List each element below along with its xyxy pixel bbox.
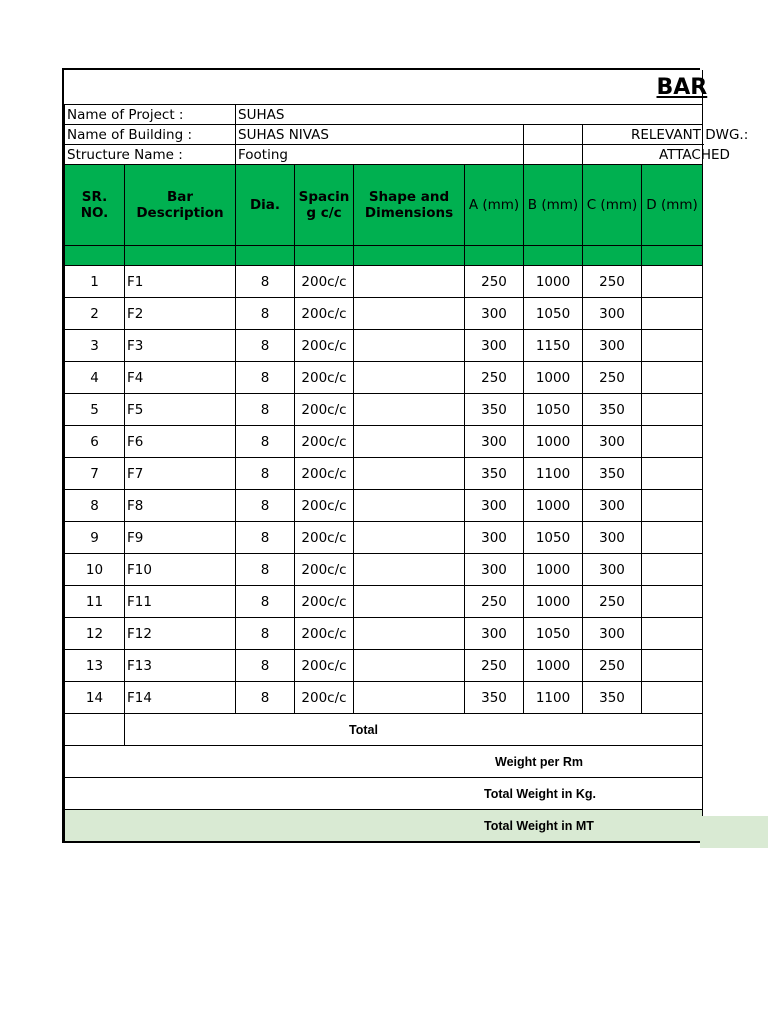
- dia-cell: 8: [236, 266, 295, 298]
- sr-cell: 12: [65, 618, 125, 650]
- c-cell: 300: [583, 330, 642, 362]
- dia-cell: 8: [236, 682, 295, 714]
- relevant-dwg-label: RELEVANT DWG.:: [583, 125, 703, 145]
- header-c: C (mm): [583, 165, 642, 246]
- d-cell: [642, 266, 703, 298]
- info-blank-cell: [524, 145, 583, 165]
- header-d: D (mm): [642, 165, 703, 246]
- header-shape: Shape and Dimensions: [354, 165, 465, 246]
- header-b: B (mm): [524, 165, 583, 246]
- table-row: [65, 266, 703, 298]
- shape-cell: [354, 490, 465, 522]
- dia-cell: 8: [236, 522, 295, 554]
- table-row: [65, 458, 703, 490]
- green-spacer-cell: [642, 246, 703, 266]
- sr-cell: 10: [65, 554, 125, 586]
- b-cell: 1050: [524, 522, 583, 554]
- a-cell: 300: [465, 618, 524, 650]
- b-cell: 1050: [524, 618, 583, 650]
- a-cell: 300: [465, 554, 524, 586]
- b-cell: 1150: [524, 330, 583, 362]
- table-row: [65, 618, 703, 650]
- table-row: [65, 490, 703, 522]
- spacing-cell: 200c/c: [295, 650, 354, 682]
- shape-cell: [354, 650, 465, 682]
- shape-cell: [354, 586, 465, 618]
- d-cell: [642, 362, 703, 394]
- d-cell: [642, 586, 703, 618]
- c-cell: 350: [583, 458, 642, 490]
- dia-cell: 8: [236, 298, 295, 330]
- table-row: [65, 650, 703, 682]
- d-cell: [642, 618, 703, 650]
- a-cell: 250: [465, 362, 524, 394]
- shape-cell: [354, 266, 465, 298]
- d-cell: [642, 298, 703, 330]
- shape-cell: [354, 362, 465, 394]
- d-cell: [642, 522, 703, 554]
- shape-cell: [354, 330, 465, 362]
- bar-description-cell: F7: [125, 458, 236, 490]
- table-row: [65, 554, 703, 586]
- dia-cell: 8: [236, 490, 295, 522]
- shape-cell: [354, 394, 465, 426]
- sr-cell: 2: [65, 298, 125, 330]
- shape-cell: [354, 682, 465, 714]
- spacing-cell: 200c/c: [295, 266, 354, 298]
- info-blank-cell: [524, 125, 583, 145]
- spacing-cell: 200c/c: [295, 394, 354, 426]
- bar-description-cell: F4: [125, 362, 236, 394]
- sr-cell: 3: [65, 330, 125, 362]
- bar-description-cell: F14: [125, 682, 236, 714]
- sr-cell: 8: [65, 490, 125, 522]
- spacing-cell: 200c/c: [295, 682, 354, 714]
- green-spacer-cell: [236, 246, 295, 266]
- c-cell: 300: [583, 522, 642, 554]
- shape-cell: [354, 426, 465, 458]
- mt-row-extension: [700, 816, 768, 848]
- a-cell: 300: [465, 522, 524, 554]
- shape-cell: [354, 618, 465, 650]
- shape-cell: [354, 522, 465, 554]
- header-sr-no: SR. NO.: [65, 165, 125, 246]
- spacing-cell: 200c/c: [295, 458, 354, 490]
- bar-description-cell: F12: [125, 618, 236, 650]
- dia-cell: 8: [236, 650, 295, 682]
- project-label: Name of Project :: [65, 105, 236, 125]
- c-cell: 300: [583, 298, 642, 330]
- spacing-cell: 200c/c: [295, 426, 354, 458]
- c-cell: 350: [583, 682, 642, 714]
- summary-weight-per-rm: Weight per Rm: [65, 746, 703, 778]
- dia-cell: 8: [236, 618, 295, 650]
- dia-cell: 8: [236, 586, 295, 618]
- schedule-table: [64, 70, 749, 841]
- dia-cell: 8: [236, 330, 295, 362]
- table-row: [65, 394, 703, 426]
- a-cell: 250: [465, 266, 524, 298]
- b-cell: 1100: [524, 458, 583, 490]
- c-cell: 300: [583, 554, 642, 586]
- d-cell: [642, 426, 703, 458]
- spacing-cell: 200c/c: [295, 522, 354, 554]
- project-value: SUHAS: [236, 105, 703, 125]
- spacing-cell: 200c/c: [295, 362, 354, 394]
- table-row: [65, 362, 703, 394]
- table-row: [65, 426, 703, 458]
- bar-description-cell: F8: [125, 490, 236, 522]
- sr-cell: 4: [65, 362, 125, 394]
- shape-cell: [354, 298, 465, 330]
- b-cell: 1050: [524, 298, 583, 330]
- table-row: [65, 586, 703, 618]
- c-cell: 250: [583, 362, 642, 394]
- b-cell: 1000: [524, 426, 583, 458]
- structure-value: Footing: [236, 145, 524, 165]
- dia-cell: 8: [236, 554, 295, 586]
- dia-cell: 8: [236, 394, 295, 426]
- c-cell: 250: [583, 266, 642, 298]
- spacing-cell: 200c/c: [295, 298, 354, 330]
- summary-blank-cell: [65, 714, 125, 746]
- d-cell: [642, 650, 703, 682]
- table-row: [65, 682, 703, 714]
- c-cell: 350: [583, 394, 642, 426]
- green-spacer-cell: [465, 246, 524, 266]
- dia-cell: 8: [236, 458, 295, 490]
- building-label: Name of Building :: [65, 125, 236, 145]
- b-cell: 1050: [524, 394, 583, 426]
- spacing-cell: 200c/c: [295, 554, 354, 586]
- sr-cell: 7: [65, 458, 125, 490]
- d-cell: [642, 394, 703, 426]
- c-cell: 300: [583, 426, 642, 458]
- shape-cell: [354, 458, 465, 490]
- summary-total-weight-kg: Total Weight in Kg.: [65, 778, 703, 810]
- green-spacer-cell: [583, 246, 642, 266]
- spacing-cell: 200c/c: [295, 618, 354, 650]
- spacing-cell: 200c/c: [295, 330, 354, 362]
- b-cell: 1100: [524, 682, 583, 714]
- sr-cell: 11: [65, 586, 125, 618]
- a-cell: 300: [465, 298, 524, 330]
- bar-description-cell: F10: [125, 554, 236, 586]
- dia-cell: 8: [236, 426, 295, 458]
- table-row: [65, 330, 703, 362]
- b-cell: 1000: [524, 362, 583, 394]
- a-cell: 350: [465, 394, 524, 426]
- header-a: A (mm): [465, 165, 524, 246]
- summary-total: Total: [125, 714, 703, 746]
- bar-description-cell: F6: [125, 426, 236, 458]
- bar-description-cell: F13: [125, 650, 236, 682]
- a-cell: 350: [465, 682, 524, 714]
- d-cell: [642, 490, 703, 522]
- a-cell: 300: [465, 426, 524, 458]
- c-cell: 250: [583, 650, 642, 682]
- header-bar-description: Bar Description: [125, 165, 236, 246]
- dia-cell: 8: [236, 362, 295, 394]
- attached-label: ATTACHED: [583, 145, 703, 165]
- a-cell: 350: [465, 458, 524, 490]
- d-cell: [642, 682, 703, 714]
- c-cell: 250: [583, 586, 642, 618]
- b-cell: 1000: [524, 554, 583, 586]
- summary-total-weight-mt: Total Weight in MT: [65, 810, 703, 842]
- green-spacer-cell: [524, 246, 583, 266]
- schedule-rows: [65, 266, 703, 714]
- c-cell: 300: [583, 490, 642, 522]
- spacing-cell: 200c/c: [295, 586, 354, 618]
- a-cell: 250: [465, 650, 524, 682]
- header-dia: Dia.: [236, 165, 295, 246]
- sr-cell: 5: [65, 394, 125, 426]
- a-cell: 300: [465, 330, 524, 362]
- b-cell: 1000: [524, 650, 583, 682]
- table-row: [65, 298, 703, 330]
- b-cell: 1000: [524, 266, 583, 298]
- a-cell: 300: [465, 490, 524, 522]
- spacing-cell: 200c/c: [295, 490, 354, 522]
- bar-description-cell: F3: [125, 330, 236, 362]
- c-cell: 300: [583, 618, 642, 650]
- sr-cell: 6: [65, 426, 125, 458]
- b-cell: 1000: [524, 586, 583, 618]
- sr-cell: 1: [65, 266, 125, 298]
- green-spacer-cell: [295, 246, 354, 266]
- sr-cell: 9: [65, 522, 125, 554]
- building-value: SUHAS NIVAS: [236, 125, 524, 145]
- d-cell: [642, 458, 703, 490]
- header-spacing: Spacin g c/c: [295, 165, 354, 246]
- a-cell: 250: [465, 586, 524, 618]
- sheet-title: BAR: [65, 70, 703, 105]
- d-cell: [642, 554, 703, 586]
- b-cell: 1000: [524, 490, 583, 522]
- bar-description-cell: F2: [125, 298, 236, 330]
- table-row: [65, 522, 703, 554]
- bar-bending-schedule-sheet: [62, 68, 749, 843]
- green-spacer-cell: [354, 246, 465, 266]
- shape-cell: [354, 554, 465, 586]
- green-spacer-cell: [65, 246, 125, 266]
- bar-description-cell: F9: [125, 522, 236, 554]
- bar-description-cell: F11: [125, 586, 236, 618]
- sr-cell: 14: [65, 682, 125, 714]
- bar-description-cell: F1: [125, 266, 236, 298]
- bar-description-cell: F5: [125, 394, 236, 426]
- structure-label: Structure Name :: [65, 145, 236, 165]
- d-cell: [642, 330, 703, 362]
- sr-cell: 13: [65, 650, 125, 682]
- green-spacer-cell: [125, 246, 236, 266]
